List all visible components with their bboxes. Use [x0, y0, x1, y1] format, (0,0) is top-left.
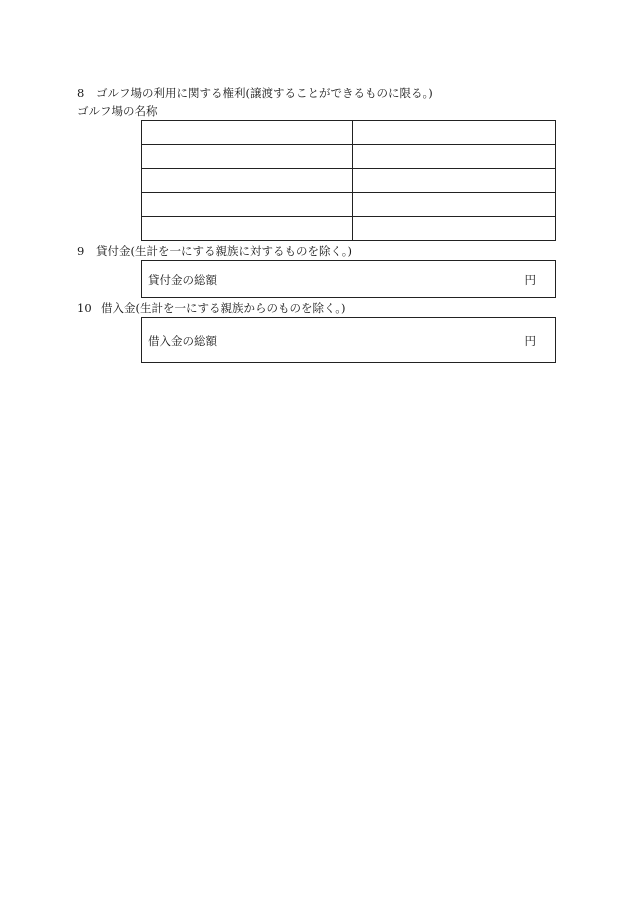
golf-course-name-label: ゴルフ場の名称	[77, 104, 158, 118]
golf-course-name-cell[interactable]	[142, 193, 353, 217]
golf-table-row	[142, 169, 556, 193]
golf-course-value-cell[interactable]	[353, 121, 556, 145]
golf-course-value-cell[interactable]	[353, 193, 556, 217]
golf-course-name-cell[interactable]	[142, 217, 353, 241]
section-8-number: 8	[77, 86, 85, 100]
section-9-title: 貸付金(生計を一にする親族に対するものを除く。)	[96, 244, 352, 258]
golf-course-value-cell[interactable]	[353, 169, 556, 193]
loan-total-box[interactable]	[141, 260, 556, 298]
borrowing-total-box[interactable]	[141, 317, 556, 363]
golf-table-row	[142, 121, 556, 145]
loan-total-label: 貸付金の総額	[148, 273, 217, 287]
golf-table-row	[142, 217, 556, 241]
section-9-number: 9	[77, 244, 85, 258]
golf-table-row	[142, 193, 556, 217]
golf-course-name-cell[interactable]	[142, 145, 353, 169]
golf-table-row	[142, 145, 556, 169]
borrowing-total-unit: 円	[524, 334, 536, 348]
borrowing-total-label: 借入金の総額	[148, 334, 217, 348]
section-10-number: 10	[77, 301, 92, 315]
section-10-title: 借入金(生計を一にする親族からのものを除く。)	[101, 301, 346, 315]
golf-course-value-cell[interactable]	[353, 145, 556, 169]
golf-course-name-cell[interactable]	[142, 169, 353, 193]
golf-course-name-cell[interactable]	[142, 121, 353, 145]
golf-course-value-cell[interactable]	[353, 217, 556, 241]
section-8-title: ゴルフ場の利用に関する権利(譲渡することができるものに限る。)	[96, 86, 433, 100]
golf-course-table	[141, 120, 556, 241]
loan-total-unit: 円	[524, 273, 536, 287]
